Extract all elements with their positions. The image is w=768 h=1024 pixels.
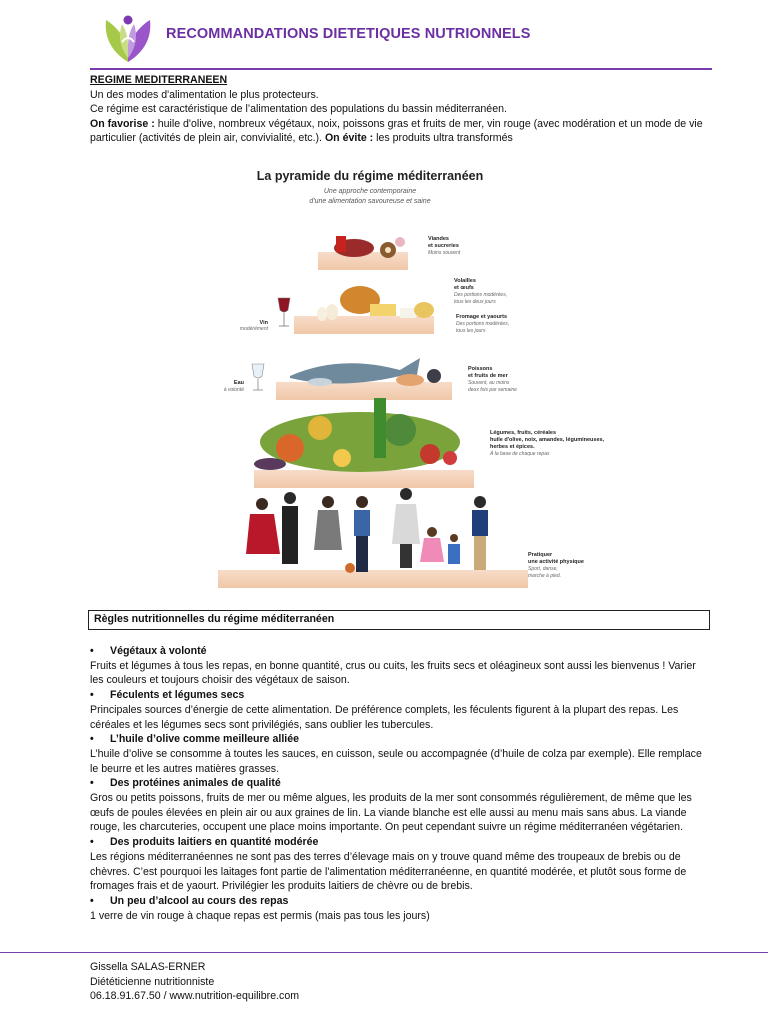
- header-divider: [90, 68, 712, 70]
- author-contact: 06.18.91.67.50 / www.nutrition-equilibre.com: [90, 990, 300, 1003]
- rule-heading-text: Végétaux à volonté: [110, 645, 207, 657]
- author-role: Diététicienne nutritionniste: [90, 975, 215, 988]
- lotus-person-logo-icon: [100, 12, 156, 64]
- tier-note: deux fois par semaine: [468, 387, 517, 393]
- rule-text: Principales sources d’énergie de cette alimentation. De préférence complets, les féculents figurent à la plupart des repas. Les céréales et les légumes secs sont privilégiés, sans oublier les tubercules.: [90, 703, 679, 731]
- poultry-cheese-food: [317, 286, 434, 321]
- tier-note: Souvent, au moins: [468, 380, 510, 386]
- fish-seafood-food: [290, 358, 441, 386]
- rule-heading-text: Des produits laitiers en quantité modérée: [110, 836, 319, 849]
- bullet-icon: •: [90, 689, 94, 702]
- tier-note: herbes et épices.: [490, 444, 535, 450]
- tier-label: et œufs: [454, 285, 474, 291]
- tier-label: et fruits de mer: [468, 373, 508, 379]
- rule-heading: [90, 732, 712, 747]
- mediterranean-pyramid-infographic: [210, 158, 605, 594]
- author-name: Gissella SALAS-ERNER: [90, 961, 206, 973]
- bullet-icon: •: [90, 836, 94, 849]
- tier-shelf: [294, 316, 434, 334]
- tier-label: huile d'olive, noix, amandes, légumineuses,: [490, 437, 605, 443]
- tier-label: Pratiquer: [528, 552, 553, 558]
- rule-heading-text: Féculents et légumes secs: [110, 689, 245, 702]
- vegetables-fruits-food: [254, 398, 460, 472]
- pyramid-title: La pyramide du régime méditerranéen: [256, 169, 484, 183]
- tier-shelf: [254, 470, 474, 488]
- intro-favor-paragraph: [90, 117, 712, 146]
- bullet-icon: •: [90, 777, 94, 790]
- water-note: à volonté: [223, 387, 244, 393]
- wine-glass-icon: [278, 298, 290, 326]
- rule-text: Les régions méditerranéennes ne sont pas des terres d’élevage mais on y trouve quand même des troupeaux de brebis ou de chèvres. C’est pourquoi les laitages font partie de l'alimentation méditerranéenne, en quantité modérée, et plutôt sous forme de fromages frais et de yaourt. Privilégier les produits laitiers de chèvre ou de brebis.: [90, 850, 687, 893]
- rule-text: Fruits et légumes à tous les repas, en bonne quantité, crus ou cuits, les fruits secs et oléagineux sont aussi les bienvenus ! Varier les couleurs et toujours choisir des végétaux de saison.: [90, 659, 696, 687]
- avoid-text: les produits ultra transformés: [373, 132, 513, 145]
- rule-text: L’huile d’olive se consomme à toutes les sauces, en cuisson, seule ou accompagnée (d’huile de colza par exemple). Elle remplace le beurre et les autres matières grasses.: [90, 747, 702, 775]
- bullet-icon: •: [90, 645, 94, 657]
- avoid-label: On évite :: [324, 132, 374, 145]
- tier-note: À la base de chaque repas: [490, 451, 550, 457]
- rules-list: [90, 644, 712, 923]
- tier-shelf: [276, 382, 452, 400]
- section-title: REGIME MEDITERRANEEN: [90, 74, 228, 86]
- rule-heading: [90, 688, 712, 703]
- wine-label: Vin: [259, 320, 268, 326]
- tier-note: Des portions modérées,: [456, 321, 510, 327]
- page-header: [0, 0, 768, 72]
- tier-label: Viandes: [428, 236, 449, 242]
- favor-label: On favorise :: [90, 117, 155, 130]
- tier-label: Volailles: [454, 278, 476, 284]
- rule-heading-text: Un peu d’alcool au cours des repas: [110, 894, 289, 907]
- favor-text: huile d'olive, nombreux végétaux, noix, poissons gras et fruits de mer, vin rouge (avec modération et un mode de vie particulier (activités de plein air, convivialité, etc.).: [90, 117, 703, 145]
- rule-heading-text: L’huile d’olive comme meilleure alliée: [110, 733, 299, 746]
- tier-note: tous les deux jours: [454, 299, 496, 305]
- intro-line: Un des modes d'alimentation le plus protecteurs.: [90, 88, 319, 101]
- pyramid-subtitle: Une approche contemporaine: [323, 188, 417, 195]
- tier-label: Fromage et yaourts: [456, 314, 508, 320]
- rules-section-header: Règles nutritionnelles du régime méditerranéen: [88, 610, 710, 630]
- intro-section: [90, 73, 712, 146]
- rule-heading: [90, 776, 712, 791]
- water-glass-icon: [252, 364, 264, 390]
- rule-text: 1 verre de vin rouge à chaque repas est permis (mais pas tous les jours): [90, 909, 430, 922]
- tier-note: Sport, danse,: [528, 566, 558, 572]
- intro-line: Ce régime est caractéristique de l’alimentation des populations du bassin méditerranéen.: [90, 103, 507, 116]
- bullet-icon: •: [90, 894, 94, 907]
- tier-note: tous les jours: [456, 328, 486, 334]
- tier-label: et sucreries: [428, 243, 459, 249]
- wine-note: modérément: [239, 326, 268, 332]
- tier-label: une activité physique: [528, 559, 584, 565]
- tier-note: marche à pied.: [528, 573, 562, 579]
- tier-label: Poissons: [468, 366, 493, 372]
- tier-note: Moins souvent: [428, 250, 461, 256]
- pyramid-subtitle: d'une alimentation savoureuse et saine: [309, 198, 431, 205]
- people-activity-illustration: [246, 488, 488, 573]
- tier-note: Des portions modérées,: [454, 292, 508, 298]
- water-label: Eau: [233, 380, 244, 386]
- footer-divider: [0, 952, 768, 953]
- bullet-icon: •: [90, 733, 94, 746]
- rule-heading-text: Des protéines animales de qualité: [110, 777, 281, 790]
- header-title: RECOMMANDATIONS DIETETIQUES NUTRIONNELS: [166, 26, 531, 42]
- rule-heading: [90, 835, 712, 850]
- tier-shelf: [218, 570, 528, 588]
- tier-label: Légumes, fruits, céréales: [490, 430, 557, 436]
- rule-heading: [90, 644, 712, 659]
- rule-heading: [90, 894, 712, 909]
- page-footer: [90, 960, 299, 1004]
- rule-text: Gros ou petits poissons, fruits de mer ou même algues, les produits de la mer sont consommés régulièrement, de même que les œufs de poules élevées en plein air ou aux graines de lin. La viande blanche est elle aussi au menu mais sans abus. La viande rouge, les charcuteries, occupent une place moins importante. On peut cependant suivre un régime méditerranéen végétarien.: [90, 792, 692, 834]
